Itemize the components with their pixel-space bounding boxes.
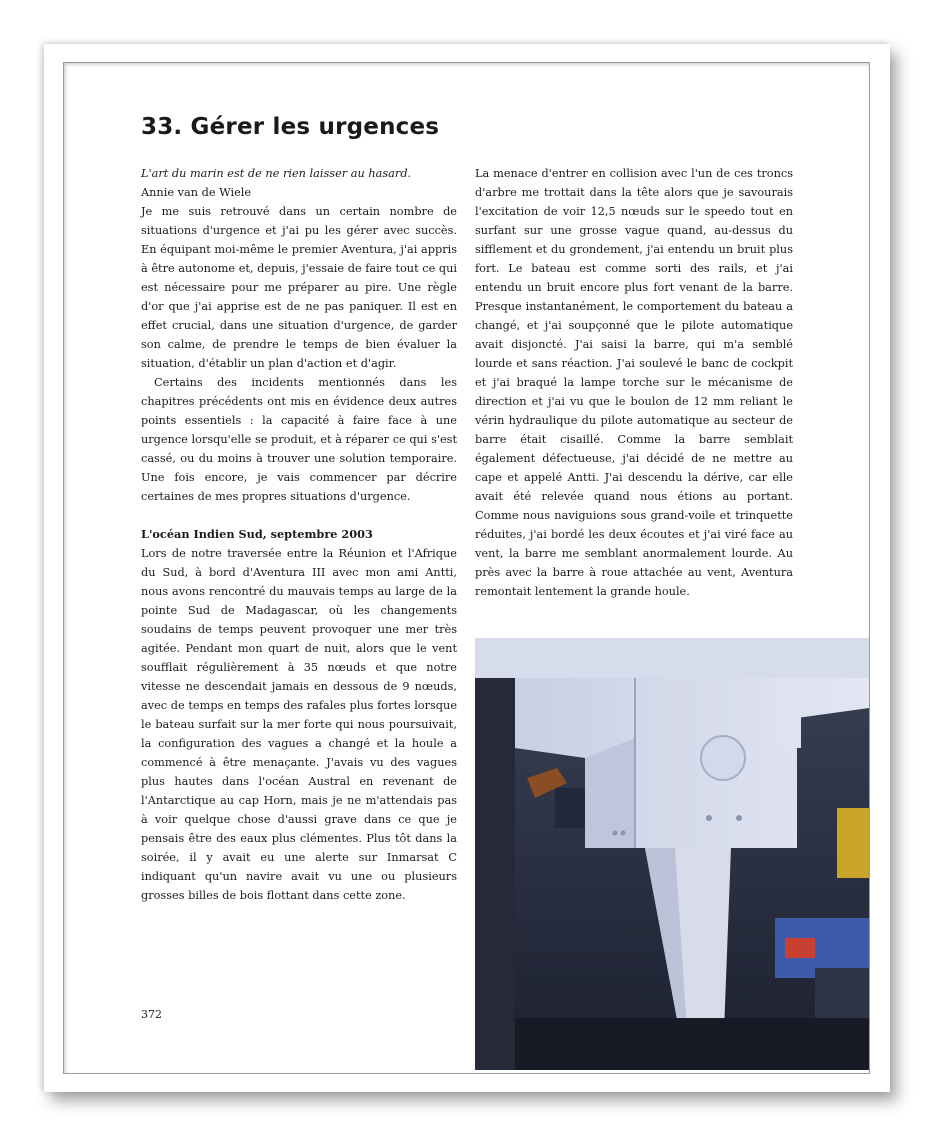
rudder-photo: [475, 638, 869, 1070]
chapter-title: 33. Gérer les urgences: [141, 114, 440, 140]
section-heading: L'océan Indien Sud, septembre 2003: [141, 527, 373, 541]
left-column: [141, 164, 457, 905]
epigraph-author: Annie van de Wiele: [141, 186, 252, 199]
page-number: 372: [141, 1008, 162, 1021]
paragraph-spacer: [141, 506, 457, 525]
epigraph-quote: L'art du marin est de ne rien laisser au hasard.: [141, 167, 412, 180]
section-paragraph: Lors de notre traversée entre la Réunion et l'Afrique du Sud, à bord d'Aventura III avec mon ami Antti, nous avons rencontré du mauvais temps au large de la pointe Sud de Madagascar, où les changements soudains de temps peuvent provoquer une mer très agitée. Pendant mon quart de nuit, alors que le vent soufflait régulièrement à 35 nœuds et que notre vitesse ne descendait jamais en dessous de 9 nœuds, avec de temps en temps des rafales plus fortes lorsque le bateau surfait sur la mer forte qui nous poursuivait, la configuration des vagues a changé et la houle a commencé à être menaçante. J'avais vu des vagues plus hautes dans l'océan Austral en revenant de l'Antarctique au cap Horn, mais je ne m'attendais pas à voir quelque chose d'aussi grave dans ce que je pensais être des eaux plus clémentes. Plus tôt dans la soirée, il y avait eu une alerte sur Inmarsat C indiquant qu'un navire avait vu une ou plusieurs grosses billes de bois flottant dans cette zone.: [141, 547, 457, 902]
right-column: [475, 164, 793, 601]
continuation-paragraph: La menace d'entrer en collision avec l'un de ces troncs d'arbre me trottait dans la tête alors que je savourais l'excitation de voir 12,5 nœuds sur le speedo tout en surfant sur une grosse vague quand, au-dessus du sifflement et du grondement, j'ai entendu un bruit plus fort. Le bateau est comme sorti des rails, et j'ai entendu un bruit encore plus fort venant de la barre. Presque instantanément, le comportement du bateau a changé, et j'ai soupçonné que le pilote automatique avait disjoncté. J'ai saisi la barre, qui m'a semblé lourde et sans réaction. J'ai soulevé le banc de cockpit et j'ai braqué la lampe torche sur le mécanisme de direction et j'ai vu que le boulon de 12 mm reliant le vérin hydraulique du pilote automatique au secteur de barre était cisaillé. Comme la barre semblait également défectueuse, j'ai décidé de ne mettre au cape et appelé Antti. J'ai descendu la dérive, car elle avait été relevée quand nous étions au portant. Comme nous naviguions sous grand-voile et trinquette réduites, j'ai bordé les deux écoutes et j'ai viré face au vent, la barre me semblant anormalement lourde. Au près avec la barre à roue attachée au vent, Aventura remontait lentement la grande houle.: [475, 167, 793, 598]
body-paragraph: Certains des incidents mentionnés dans les chapitres précédents ont mis en évidence deux autres points essentiels : la capacité à faire face à une urgence lorsqu'elle se produit, et à réparer ce qui s'est cassé, ou du moins à trouver une solution temporaire. Une fois encore, je vais commencer par décrire certaines de mes propres situations d'urgence.: [141, 376, 457, 503]
book-page: [63, 62, 870, 1074]
intro-paragraph: Je me suis retrouvé dans un certain nombre de situations d'urgence et j'ai pu les gérer avec succès. En équipant moi-même le premier Aventura, j'ai appris à être autonome et, depuis, j'essaie de faire tout ce qui est nécessaire pour me préparer au pire. Une règle d'or que j'ai apprise est de ne pas paniquer. Il est en effet crucial, dans une situation d'urgence, de garder son calme, de prendre le temps de bien évaluer la situation, d'établir un plan d'action et d'agir.: [141, 205, 457, 370]
